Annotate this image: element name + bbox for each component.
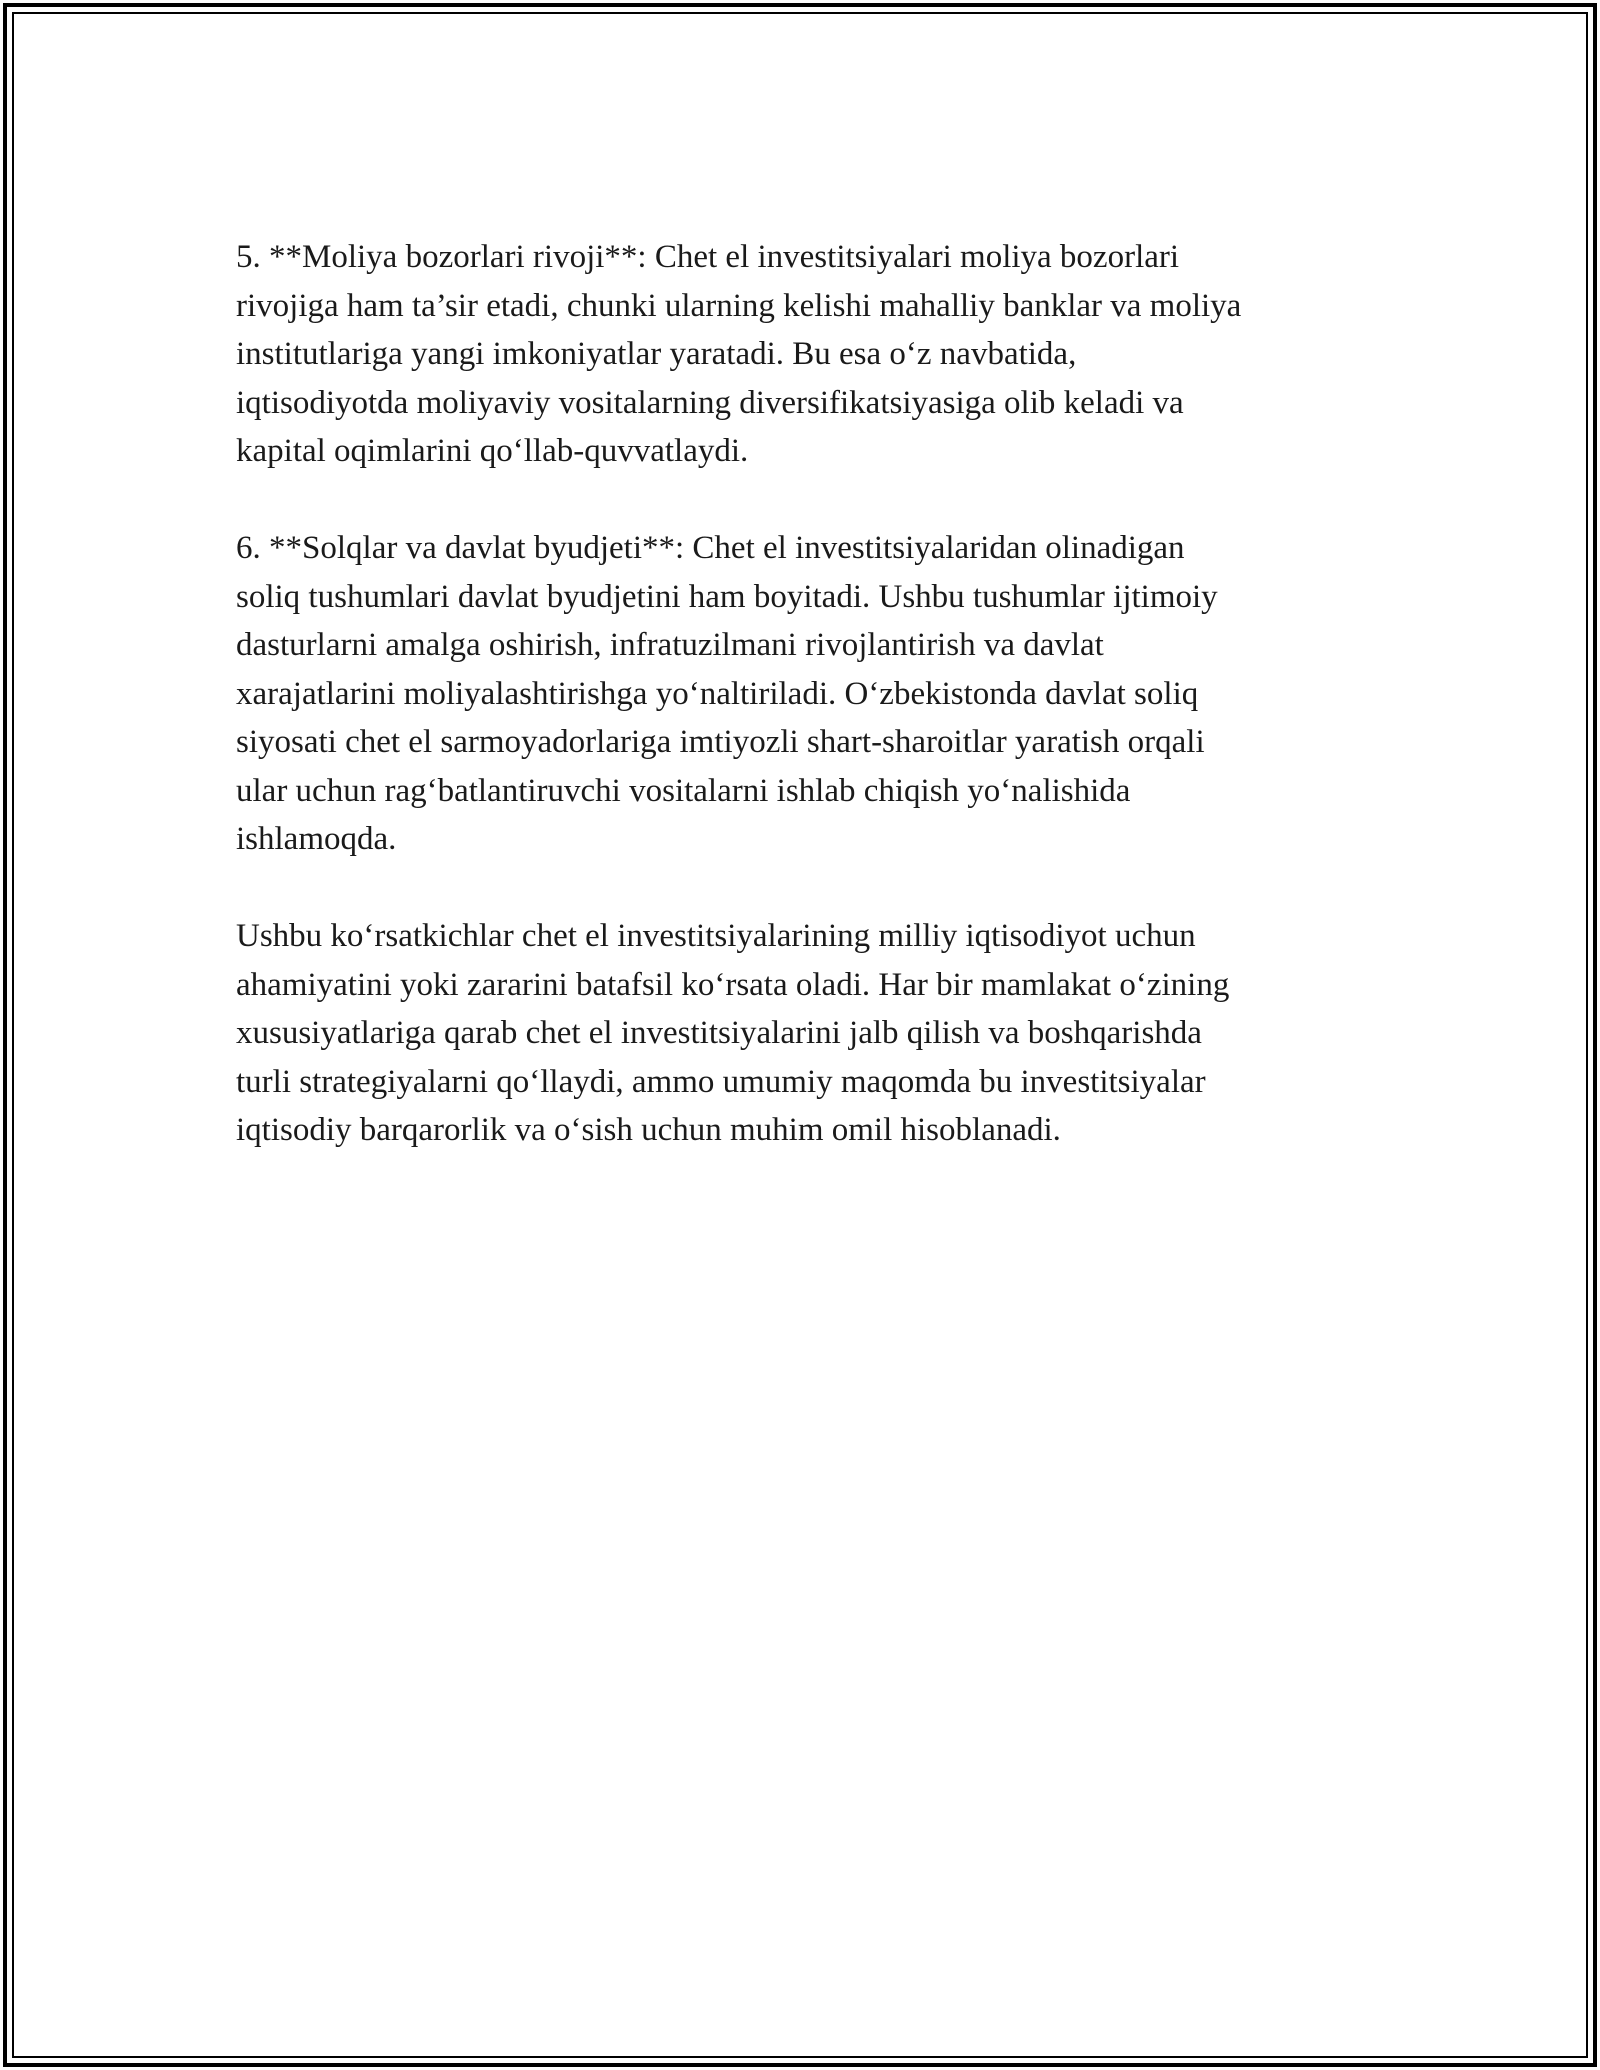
text-line: kapital oqimlarini qo‘llab-quvvatlaydi. <box>236 433 749 469</box>
text-line: ahamiyatini yoki zararini batafsil ko‘rsata oladi. Har bir mamlakat o‘zining <box>236 966 1230 1003</box>
text-line: 5. **Moliya bozorlari rivoji**: Chet el investitsiyalari moliya bozorlari <box>236 239 1180 275</box>
paragraph-conclusion <box>236 912 1366 1155</box>
text-line: siyosati chet el sarmoyadorlariga imtiyozli shart-sharoitlar yaratish orqali <box>236 724 1205 760</box>
text-line: soliq tushumlari davlat byudjetini ham boyitadi. Ushbu tushumlar ijtimoiy <box>236 578 1218 615</box>
text-line: ishlamoqda. <box>236 821 397 857</box>
text-line: institutlariga yangi imkoniyatlar yaratadi. Bu esa o‘z navbatida, <box>236 336 1077 372</box>
text-line: xarajatlarini moliyalashtirishga yo‘naltiriladi. O‘zbekistonda davlat soliq <box>236 675 1199 712</box>
text-line: dasturlarni amalga oshirish, infratuzilmani rivojlantirish va davlat <box>236 627 1104 663</box>
text-line: Ushbu ko‘rsatkichlar chet el investitsiyalarining milliy iqtisodiyot uchun <box>236 918 1196 954</box>
text-line: rivojiga ham ta’sir etadi, chunki ularning kelishi mahalliy banklar va moliya <box>236 287 1242 324</box>
document-body <box>236 233 1366 1203</box>
text-line: xususiyatlariga qarab chet el investitsiyalarini jalb qilish va boshqarishda <box>236 1015 1202 1051</box>
paragraph-financial-markets <box>236 233 1366 476</box>
paragraph-taxes-budget <box>236 524 1366 864</box>
text-line: 6. **Solqlar va davlat byudjeti**: Chet el investitsiyalaridan olinadigan <box>236 530 1185 566</box>
text-line: iqtisodiy barqarorlik va o‘sish uchun muhim omil hisoblanadi. <box>236 1112 1061 1148</box>
text-line: ular uchun rag‘batlantiruvchi vositalarni ishlab chiqish yo‘nalishida <box>236 772 1131 809</box>
text-line: turli strategiyalarni qo‘llaydi, ammo umumiy maqomda bu investitsiyalar <box>236 1063 1206 1100</box>
text-line: iqtisodiyotda moliyaviy vositalarning diversifikatsiyasiga olib keladi va <box>236 384 1184 421</box>
